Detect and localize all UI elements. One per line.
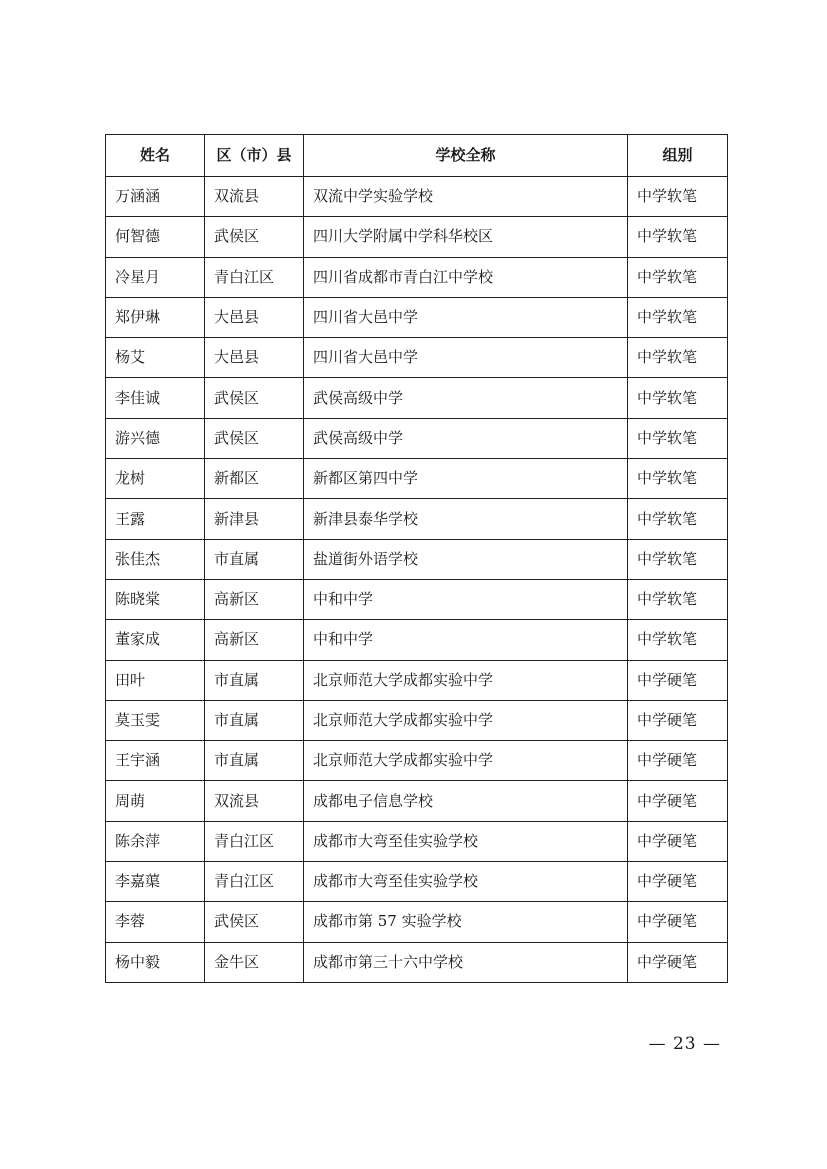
table-row bbox=[106, 257, 728, 297]
cell-group: 中学硬笔 bbox=[628, 862, 728, 902]
table-row bbox=[106, 862, 728, 902]
cell-name: 万涵涵 bbox=[106, 177, 205, 217]
cell-name: 周萌 bbox=[106, 781, 205, 821]
cell-county: 金牛区 bbox=[205, 942, 304, 982]
cell-county: 武侯区 bbox=[205, 902, 304, 942]
table-row bbox=[106, 741, 728, 781]
table-row bbox=[106, 539, 728, 579]
cell-group: 中学软笔 bbox=[628, 338, 728, 378]
cell-school: 武侯高级中学 bbox=[304, 378, 628, 418]
cell-school: 四川省成都市青白江中学校 bbox=[304, 257, 628, 297]
table-row bbox=[106, 781, 728, 821]
cell-county: 双流县 bbox=[205, 177, 304, 217]
cell-school: 成都市第 57 实验学校 bbox=[304, 902, 628, 942]
cell-county: 大邑县 bbox=[205, 338, 304, 378]
cell-group: 中学硬笔 bbox=[628, 902, 728, 942]
cell-name: 李蓉 bbox=[106, 902, 205, 942]
table-body bbox=[106, 177, 728, 983]
table-row bbox=[106, 297, 728, 337]
page-number: — 23 — bbox=[648, 1034, 721, 1054]
cell-school: 四川省大邑中学 bbox=[304, 297, 628, 337]
header-county: 区（市）县 bbox=[205, 135, 304, 177]
cell-school: 新津县泰华学校 bbox=[304, 499, 628, 539]
cell-name: 田叶 bbox=[106, 660, 205, 700]
cell-group: 中学软笔 bbox=[628, 499, 728, 539]
cell-group: 中学软笔 bbox=[628, 297, 728, 337]
table-row bbox=[106, 177, 728, 217]
cell-name: 郑伊琳 bbox=[106, 297, 205, 337]
cell-group: 中学硬笔 bbox=[628, 821, 728, 861]
cell-county: 高新区 bbox=[205, 620, 304, 660]
cell-county: 市直属 bbox=[205, 700, 304, 740]
cell-county: 武侯区 bbox=[205, 217, 304, 257]
table-row bbox=[106, 418, 728, 458]
table-row bbox=[106, 660, 728, 700]
cell-name: 李佳诚 bbox=[106, 378, 205, 418]
cell-school: 四川省大邑中学 bbox=[304, 338, 628, 378]
cell-group: 中学硬笔 bbox=[628, 660, 728, 700]
table-row bbox=[106, 378, 728, 418]
cell-name: 游兴德 bbox=[106, 418, 205, 458]
cell-county: 大邑县 bbox=[205, 297, 304, 337]
cell-county: 新都区 bbox=[205, 459, 304, 499]
cell-name: 王宇涵 bbox=[106, 741, 205, 781]
table-row bbox=[106, 338, 728, 378]
cell-group: 中学软笔 bbox=[628, 378, 728, 418]
table-row bbox=[106, 620, 728, 660]
cell-name: 龙树 bbox=[106, 459, 205, 499]
cell-school: 成都市第三十六中学校 bbox=[304, 942, 628, 982]
cell-name: 李嘉蕖 bbox=[106, 862, 205, 902]
cell-school: 双流中学实验学校 bbox=[304, 177, 628, 217]
cell-group: 中学硬笔 bbox=[628, 781, 728, 821]
cell-name: 何智德 bbox=[106, 217, 205, 257]
cell-school: 新都区第四中学 bbox=[304, 459, 628, 499]
cell-name: 莫玉雯 bbox=[106, 700, 205, 740]
cell-county: 市直属 bbox=[205, 660, 304, 700]
awards-table bbox=[105, 134, 728, 983]
cell-county: 武侯区 bbox=[205, 418, 304, 458]
cell-group: 中学硬笔 bbox=[628, 700, 728, 740]
cell-group: 中学软笔 bbox=[628, 620, 728, 660]
cell-name: 张佳杰 bbox=[106, 539, 205, 579]
cell-school: 四川大学附属中学科华校区 bbox=[304, 217, 628, 257]
cell-name: 杨中毅 bbox=[106, 942, 205, 982]
cell-county: 青白江区 bbox=[205, 821, 304, 861]
cell-group: 中学软笔 bbox=[628, 257, 728, 297]
cell-county: 青白江区 bbox=[205, 862, 304, 902]
table-row bbox=[106, 700, 728, 740]
cell-school: 北京师范大学成都实验中学 bbox=[304, 660, 628, 700]
table-row bbox=[106, 499, 728, 539]
cell-county: 双流县 bbox=[205, 781, 304, 821]
cell-school: 成都电子信息学校 bbox=[304, 781, 628, 821]
header-school: 学校全称 bbox=[304, 135, 628, 177]
cell-group: 中学硬笔 bbox=[628, 942, 728, 982]
cell-school: 成都市大弯至佳实验学校 bbox=[304, 821, 628, 861]
table-row bbox=[106, 459, 728, 499]
cell-county: 武侯区 bbox=[205, 378, 304, 418]
table-row bbox=[106, 902, 728, 942]
cell-school: 中和中学 bbox=[304, 579, 628, 619]
cell-group: 中学软笔 bbox=[628, 539, 728, 579]
cell-school: 盐道街外语学校 bbox=[304, 539, 628, 579]
table-row bbox=[106, 942, 728, 982]
cell-name: 董家成 bbox=[106, 620, 205, 660]
header-group: 组别 bbox=[628, 135, 728, 177]
cell-group: 中学软笔 bbox=[628, 459, 728, 499]
cell-group: 中学软笔 bbox=[628, 418, 728, 458]
table-row bbox=[106, 821, 728, 861]
cell-group: 中学软笔 bbox=[628, 177, 728, 217]
table-row bbox=[106, 217, 728, 257]
table-row bbox=[106, 579, 728, 619]
cell-group: 中学软笔 bbox=[628, 579, 728, 619]
cell-name: 冷星月 bbox=[106, 257, 205, 297]
cell-name: 王露 bbox=[106, 499, 205, 539]
cell-county: 市直属 bbox=[205, 539, 304, 579]
cell-school: 北京师范大学成都实验中学 bbox=[304, 741, 628, 781]
cell-name: 陈晓棠 bbox=[106, 579, 205, 619]
cell-school: 中和中学 bbox=[304, 620, 628, 660]
cell-school: 武侯高级中学 bbox=[304, 418, 628, 458]
cell-school: 北京师范大学成都实验中学 bbox=[304, 700, 628, 740]
cell-name: 陈余萍 bbox=[106, 821, 205, 861]
cell-county: 高新区 bbox=[205, 579, 304, 619]
cell-county: 青白江区 bbox=[205, 257, 304, 297]
cell-group: 中学软笔 bbox=[628, 217, 728, 257]
cell-name: 杨艾 bbox=[106, 338, 205, 378]
table-header-row bbox=[106, 135, 728, 177]
cell-county: 新津县 bbox=[205, 499, 304, 539]
cell-group: 中学硬笔 bbox=[628, 741, 728, 781]
cell-county: 市直属 bbox=[205, 741, 304, 781]
header-name: 姓名 bbox=[106, 135, 205, 177]
cell-school: 成都市大弯至佳实验学校 bbox=[304, 862, 628, 902]
